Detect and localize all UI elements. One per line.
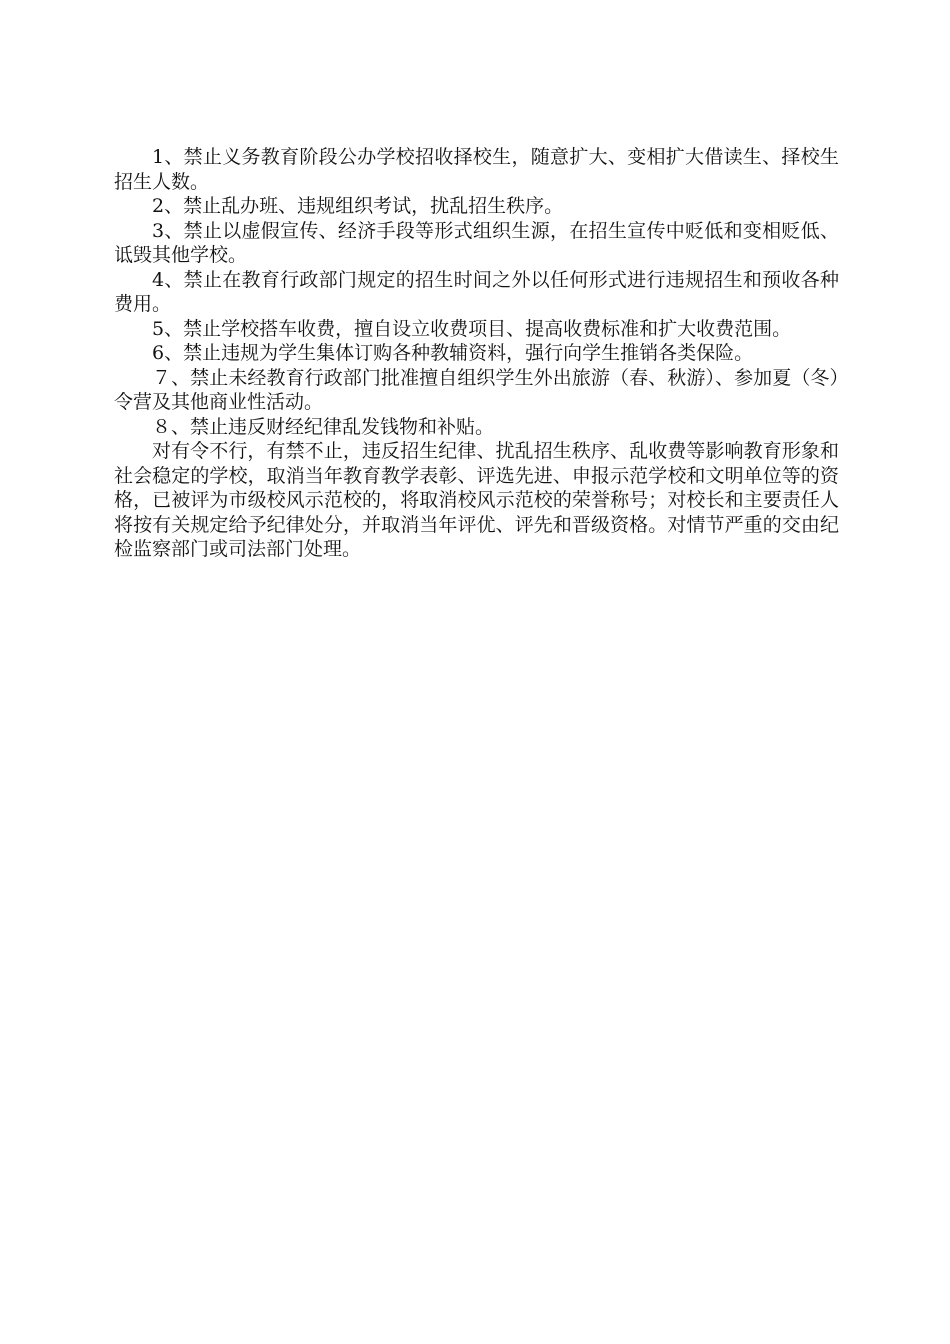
rule-2-paragraph: 2、禁止乱办班、违规组织考试，扰乱招生秩序。 [152,195,564,217]
rule-1-paragraph: 1、禁止义务教育阶段公办学校招收择校生，随意扩大、变相扩大借读生、择校生招生人数。 [114,146,839,193]
rule-4-paragraph: 4、禁止在教育行政部门规定的招生时间之外以任何形式进行违规招生和预收各种费用。 [114,268,839,315]
penalty-paragraph: 对有令不行，有禁不止，违反招生纪律、扰乱招生秩序、乱收费等影响教育形象和社会稳定的学校，取消当年教育教学表彰、评选先进、申报示范学校和文明单位等的资格，已被评为市级校风示范校的，将取消校风示范校的荣誉称号；对校长和主要责任人将按有关规定给予纪律处分，并取消当年评优、评先和晋级资格。对情节严重的交由纪检监察部门或司法部门处理。 [114,440,839,560]
rule-6-paragraph: 6、禁止违规为学生集体订购各种教辅资料，强行向学生推销各类保险。 [152,342,754,364]
rule-5-paragraph: 5、禁止学校搭车收费，擅自设立收费项目、提高收费标准和扩大收费范围。 [152,317,792,340]
rule-7-paragraph: ７、禁止未经教育行政部门批准擅自组织学生外出旅游（春、秋游）、参加夏（冬）令营及其他商业性活动。 [114,366,839,413]
rule-3-paragraph: 3、禁止以虚假宣传、经济手段等形式组织生源，在招生宣传中贬低和变相贬低、诋毁其他学校。 [114,219,839,266]
rule-8-paragraph: ８、禁止违反财经纪律乱发钱物和补贴。 [152,415,495,438]
document-body [114,145,839,562]
